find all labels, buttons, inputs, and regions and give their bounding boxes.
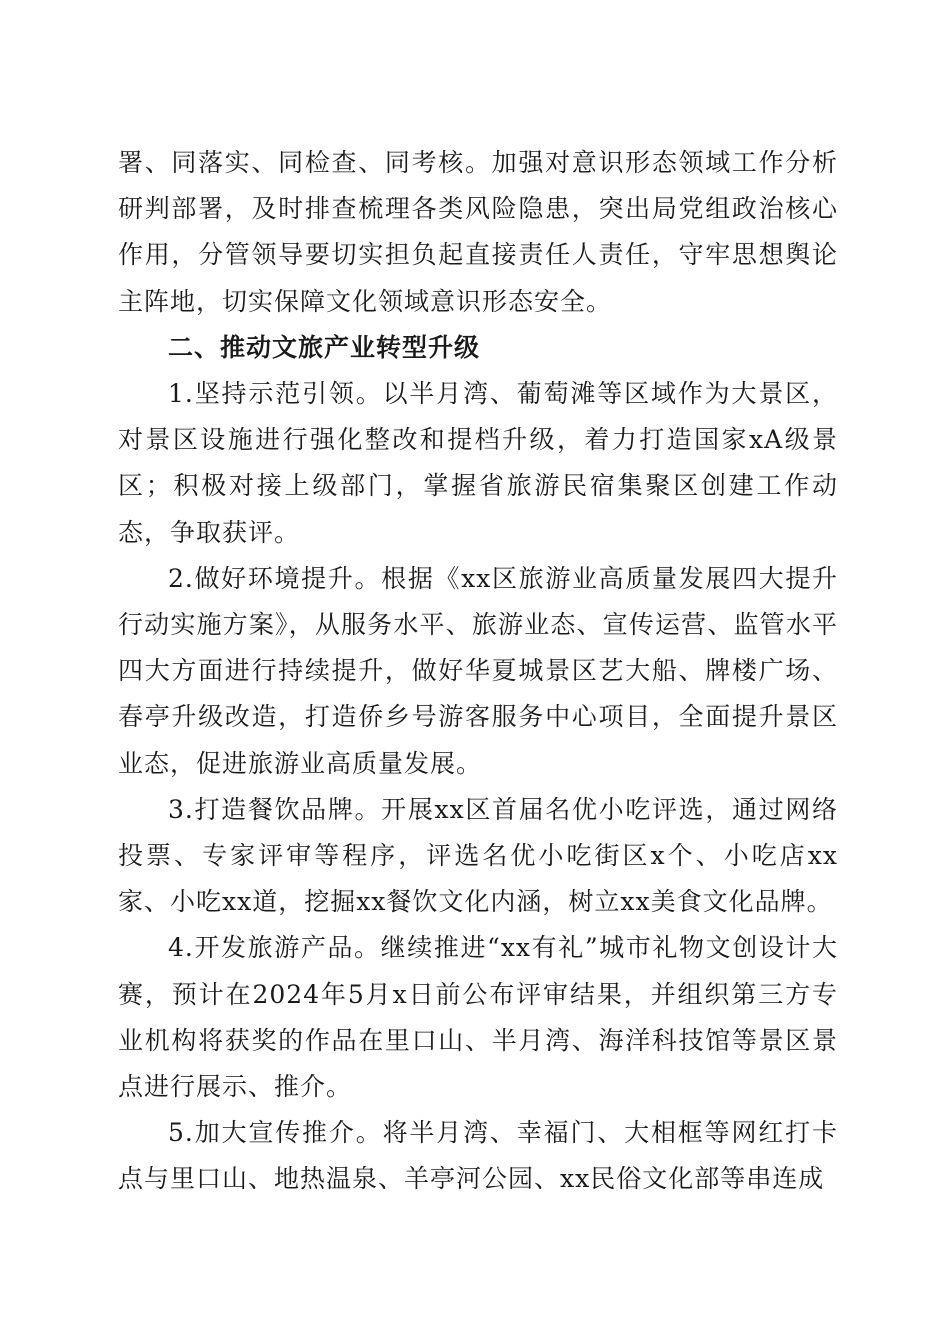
list-item-paragraph: 2.做好环境提升。根据《xx区旅游业高质量发展四大提升行动实施方案》，从服务水平、旅游业态、宣传运营、监管水平四大方面进行持续提升，做好华夏城景区艺大船、牌楼广场、春亭升级改造，打造侨乡号游客服务中心项目，全面提升景区业态，促进旅游业高质量发展。 [118, 563, 838, 778]
paragraph-continuation: 署、同落实、同检查、同考核。加强对意识形态领域工作分析研判部署，及时排查梳理各类风险隐患，突出局党组政治核心作用，分管领导要切实担负起直接责任人责任，守牢思想舆论主阵地，切实保障文化领域意识形态安全。 [118, 148, 838, 316]
list-item-paragraph: 3.打造餐饮品牌。开展xx区首届名优小吃评选，通过网络投票、专家评审等程序，评选名优小吃街区x个、小吃店xx家、小吃xx道，挖掘xx餐饮文化内涵，树立xx美食文化品牌。 [118, 794, 838, 917]
document-body [118, 140, 838, 1203]
list-item-paragraph: 1.坚持示范引领。以半月湾、葡萄滩等区域作为大景区，对景区设施进行强化整改和提档升级，着力打造国家xA级景区；积极对接上级部门，掌握省旅游民宿集聚区创建工作动态，争取获评。 [118, 379, 838, 547]
list-item-paragraph: 5.加大宣传推介。将半月湾、幸福门、大相框等网红打卡点与里口山、地热温泉、羊亭河公园、xx民俗文化部等串连成 [118, 1118, 838, 1194]
list-item-paragraph: 4.开发旅游产品。继续推进“xx有礼”城市礼物文创设计大赛，预计在2024年5月x日前公布评审结果，并组织第三方专业机构将获奖的作品在里口山、半月湾、海洋科技馆等景区景点进行展示、推介。 [118, 933, 838, 1102]
section-heading: 二、推动文旅产业转型升级 [168, 332, 481, 362]
